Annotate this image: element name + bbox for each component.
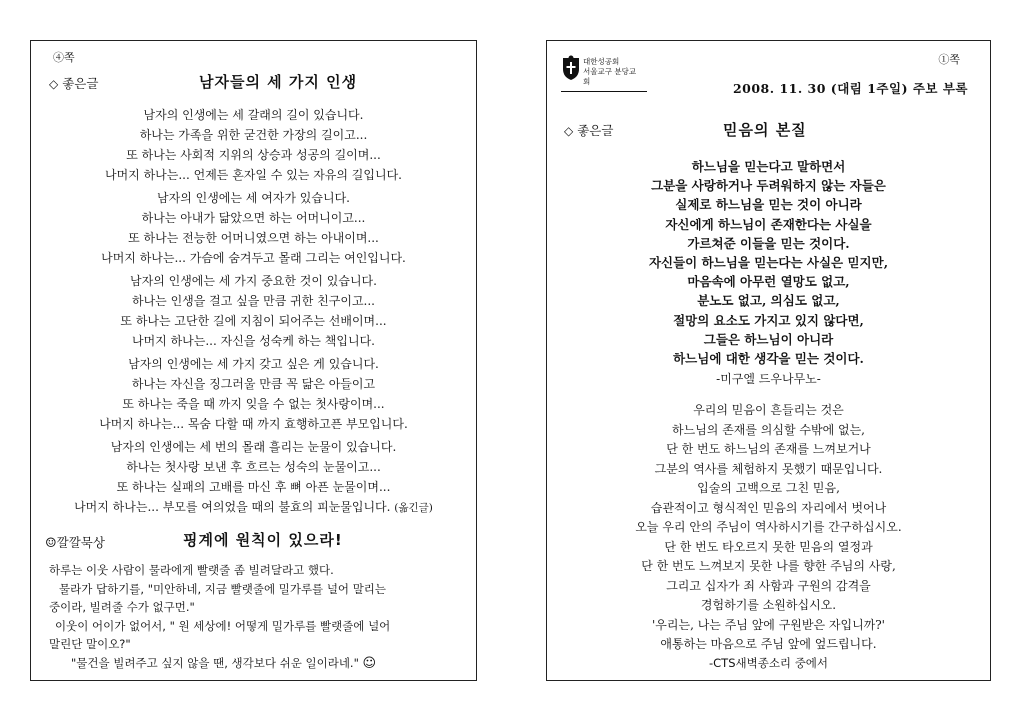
text-line: "물건을 빌려주고 싶지 않을 땐, 생각보다 쉬운 일이라네." — [71, 655, 359, 670]
text-line: 우리의 믿음이 흔들리는 것은 — [693, 403, 844, 417]
text-line: 남자의 인생에는 세 가지 갖고 싶은 게 있습니다. — [128, 357, 379, 371]
text-line: 실제로 하느님을 믿는 것이 아니라 — [675, 197, 862, 213]
text-line: 그분을 사랑하거나 두려워하지 않는 자들은 — [651, 178, 886, 194]
text-line: 하나는 인생을 걸고 싶을 만큼 귀한 친구이고... — [132, 294, 375, 308]
text-line: 하나는 아내가 닮았으면 하는 어머니이고... — [141, 211, 366, 225]
paragraph — [31, 437, 476, 518]
text-line: 중이라, 빌려줄 수가 없구먼." — [49, 600, 195, 614]
text-line: 그들은 하느님이 아니라 — [703, 331, 834, 347]
text-line: 경험하기를 소원하십시오. — [700, 598, 837, 612]
source-note: (옮긴글) — [394, 502, 433, 514]
text-line: 남자의 인생에는 세 갈래의 길이 있습니다. — [143, 108, 364, 122]
smiley-icon: ☺ — [362, 655, 377, 671]
text-line: 자신에게 하느님이 존재한다는 사실을 — [665, 216, 872, 232]
paragraph — [31, 188, 476, 268]
text-line: 나머지 하나는... 부모를 여의었을 때의 불효의 피눈물입니다. — [74, 500, 391, 514]
right-page — [546, 40, 991, 681]
text-line: 절망의 요소도 가지고 있지 않다면, — [673, 312, 864, 328]
text-line: 하나는 가족을 위한 굳건한 가장의 길이고... — [139, 128, 368, 142]
text-line: 하느님의 존재를 의심할 수밖에 없는, — [672, 422, 865, 437]
text-line: 하나는 자신을 징그러울 만큼 꼭 닮은 아들이고 — [131, 377, 376, 391]
text-line: 이웃이 어이가 없어서, " 원 세상에! 어떻게 밀가루를 빨랫줄에 널어 — [55, 618, 391, 633]
section-tag — [49, 74, 98, 92]
humor-title: 핑계에 원칙이 있으라! — [183, 531, 343, 549]
diamond-icon: ◇ — [49, 77, 59, 91]
article-title: 믿음의 본질 — [723, 121, 807, 139]
text-line: 가르쳐준 이들을 믿는 것이다. — [687, 235, 850, 251]
text-line: 자신들이 하느님을 믿는다는 사실은 믿지만, — [648, 255, 889, 271]
section-tag-label: 좋은글 — [62, 76, 99, 91]
quote-author: -미구엘 드우나무노- — [716, 372, 821, 386]
text-line: 단 한 번도 하느님의 존재를 느껴보거나 — [666, 442, 871, 456]
logo-line-2: 서울교구 분당교회 — [583, 67, 637, 86]
paragraph — [547, 401, 990, 655]
text-line: 하느님에 대한 생각을 믿는 것이다. — [673, 351, 864, 367]
shield-cross-icon — [561, 55, 581, 81]
paragraph — [31, 105, 476, 185]
diamond-icon: ◇ — [564, 124, 574, 138]
text-line: 입술의 고백으로 그친 믿음, — [697, 481, 840, 495]
text-line: 또 하나는 고단한 길에 지침이 되어주는 선배이며... — [120, 314, 387, 328]
text-line: 분노도 없고, 의심도 없고, — [697, 293, 840, 309]
text-line: 그분의 역사를 체험하지 못했기 때문입니다. — [654, 461, 883, 476]
text-line: 말린단 말이오?" — [49, 637, 131, 651]
page-number: ①쪽 — [938, 53, 960, 66]
text-line: 하느님을 믿는다고 말하면서 — [691, 159, 846, 174]
smiley-icon: ☺ — [45, 536, 57, 551]
text-line: 나머지 하나는... 가슴에 숨겨두고 몰래 그리는 여인입니다. — [101, 251, 406, 265]
text-line: 남자의 인생에는 세 번의 몰래 흘리는 눈물이 있습니다. — [110, 440, 397, 454]
text-line: '우리는, 나는 주님 앞에 구원받은 자입니까?' — [652, 617, 885, 632]
text-line: 그리고 십자가 죄 사함과 구원의 감격을 — [666, 578, 871, 593]
text-line: 단 한 번도 느껴보지 못한 나를 향한 주님의 사랑, — [641, 559, 896, 573]
text-line: 습관적이고 형식적인 믿음의 자리에서 벗어나 — [650, 500, 887, 515]
humor-tag-label: 깔깔묵상 — [56, 535, 105, 550]
humor-section-tag — [45, 533, 105, 551]
text-line: 남자의 인생에는 세 가지 중요한 것이 있습니다. — [130, 274, 377, 288]
page-number: ④쪽 — [53, 51, 75, 64]
text-line: 또 하나는 실패의 고배를 마신 후 뼈 아픈 눈물이며... — [116, 480, 391, 494]
church-logo — [561, 53, 641, 87]
text-line: 또 하나는 전능한 어머니였으면 하는 아내이며... — [128, 231, 379, 245]
text-line: 하루는 이웃 사람이 물라에게 빨랫줄 좀 빌려달라고 했다. — [49, 563, 334, 577]
text-line: 나머지 하나는... 자신을 성숙케 하는 책입니다. — [132, 334, 375, 348]
text-line: 나머지 하나는... 목숨 다할 때 까지 효행하고픈 부모입니다. — [99, 417, 408, 431]
humor-story — [49, 561, 464, 673]
text-line: 또 하나는 사회적 지위의 상승과 성공의 길이며... — [126, 148, 381, 162]
text-line: 마음속에 아무런 열망도 없고, — [687, 274, 850, 290]
paragraph — [31, 271, 476, 351]
section-tag-label: 좋은글 — [577, 123, 614, 138]
text-line: 단 한 번도 타오르지 못한 믿음의 열정과 — [664, 539, 873, 554]
text-line: 애통하는 마음으로 주님 앞에 엎드립니다. — [660, 637, 877, 651]
logo-text — [583, 57, 641, 87]
paragraph — [31, 354, 476, 434]
left-page — [30, 40, 477, 681]
logo-underline — [561, 91, 647, 92]
section-tag — [564, 121, 613, 139]
text-line: 물라가 답하기를, "미안하네, 지금 빨랫줄에 밀가루를 널어 말리는 — [59, 581, 387, 596]
source-credit: -CTS새벽종소리 중에서 — [708, 656, 829, 670]
text-line: 나머지 하나는... 언제든 혼자일 수 있는 자유의 길입니다. — [105, 168, 402, 182]
quote-paragraph — [547, 157, 990, 368]
logo-line-1: 대한성공회 — [583, 57, 620, 66]
text-line: 또 하나는 죽을 때 까지 잊을 수 없는 첫사랑이며... — [122, 397, 385, 411]
text-line: 남자의 인생에는 세 여자가 있습니다. — [157, 191, 350, 205]
text-line: 오늘 우리 안의 주님이 역사하시기를 간구하십시오. — [635, 520, 902, 534]
text-line: 하나는 첫사랑 보낸 후 흐르는 성숙의 눈물이고... — [126, 460, 381, 474]
article-title: 남자들의 세 가지 인생 — [199, 73, 358, 91]
bulletin-date: 2008. 11. 30 (대림 1주일) 주보 부록 — [732, 81, 968, 96]
